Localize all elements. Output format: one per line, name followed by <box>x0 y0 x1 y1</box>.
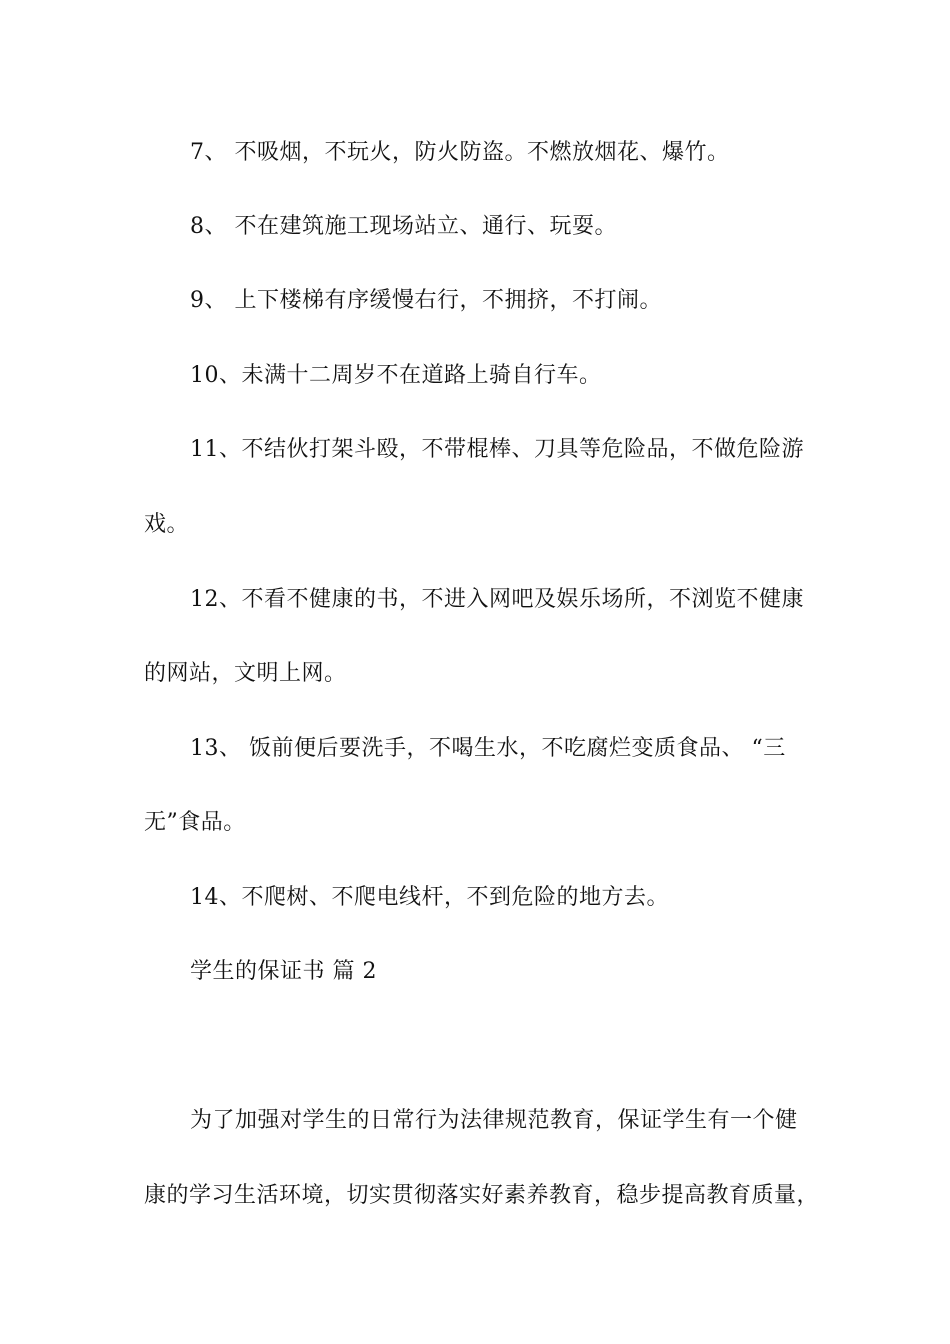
section-heading: 学生的保证书 篇 2 <box>190 959 377 984</box>
rule-13-line: 13、 饭前便后要洗手，不喝生水，不吃腐烂变质食品、 “三 <box>190 736 786 761</box>
rule-7-line: 7、 不吸烟，不玩火，防火防盗。不燃放烟花、爆竹。 <box>190 140 730 165</box>
body-paragraph-line: 康的学习生活环境，切实贯彻落实好素养教育，稳步提高教育质量， <box>144 1183 820 1208</box>
rule-11-continuation: 戏。 <box>144 512 190 537</box>
rule-10-line: 10、未满十二周岁不在道路上骑自行车。 <box>190 363 602 388</box>
rule-12-continuation: 的网站，文明上网。 <box>144 661 347 686</box>
rule-8-line: 8、 不在建筑施工现场站立、通行、玩耍。 <box>190 214 617 239</box>
rule-12-line: 12、不看不健康的书，不进入网吧及娱乐场所，不浏览不健康 <box>190 587 804 612</box>
rule-14-line: 14、不爬树、不爬电线杆，不到危险的地方去。 <box>190 885 669 910</box>
body-paragraph-line: 为了加强对学生的日常行为法律规范教育，保证学生有一个健 <box>190 1108 798 1133</box>
rule-9-line: 9、 上下楼梯有序缓慢右行，不拥挤，不打闹。 <box>190 288 662 313</box>
rule-13-continuation: 无”食品。 <box>144 810 246 835</box>
rule-11-line: 11、不结伙打架斗殴，不带棍棒、刀具等危险品，不做危险游 <box>190 437 804 462</box>
